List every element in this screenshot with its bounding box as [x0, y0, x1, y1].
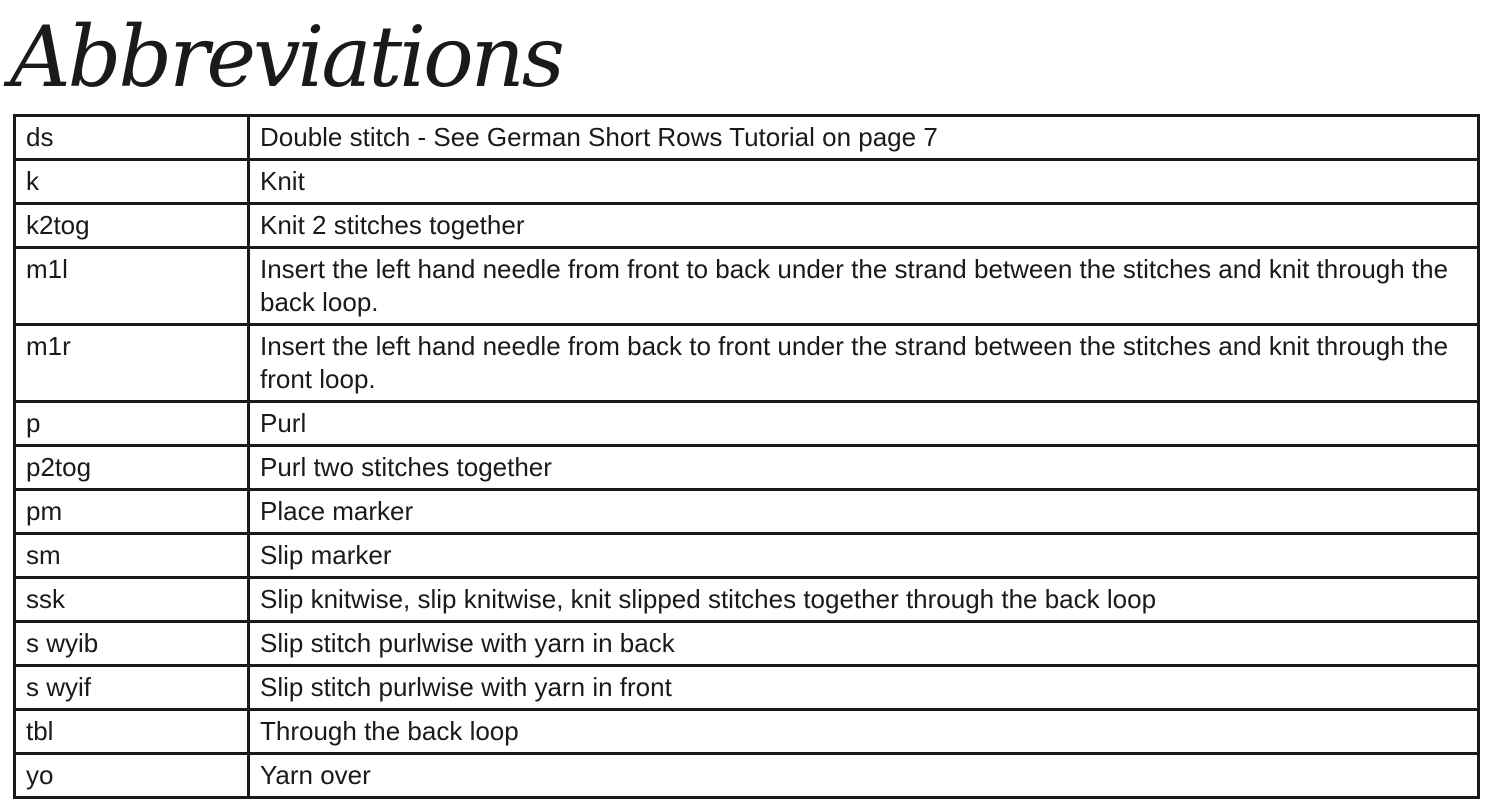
meaning-cell: Slip stitch purlwise with yarn in back: [249, 622, 1479, 666]
table-row: [15, 160, 1479, 204]
table-row: [15, 710, 1479, 754]
table-row: [15, 622, 1479, 666]
table-row: [15, 534, 1479, 578]
meaning-cell: Yarn over: [249, 754, 1479, 798]
table-row: [15, 204, 1479, 248]
table-row: [15, 490, 1479, 534]
abbreviation-cell: yo: [15, 754, 249, 798]
meaning-cell: Insert the left hand needle from front to back under the strand between the stitches and knit through the back loop.: [249, 248, 1479, 325]
meaning-cell: Slip marker: [249, 534, 1479, 578]
meaning-cell: Double stitch - See German Short Rows Tutorial on page 7: [249, 116, 1479, 160]
meaning-cell: Insert the left hand needle from back to front under the strand between the stitches and knit through the front loop.: [249, 325, 1479, 402]
table-row: [15, 402, 1479, 446]
abbreviation-cell: s wyib: [15, 622, 249, 666]
abbreviation-cell: p: [15, 402, 249, 446]
abbreviation-cell: tbl: [15, 710, 249, 754]
abbreviation-cell: s wyif: [15, 666, 249, 710]
table-row: [15, 754, 1479, 798]
abbreviation-cell: m1l: [15, 248, 249, 325]
abbreviation-cell: m1r: [15, 325, 249, 402]
table-row: [15, 248, 1479, 325]
meaning-cell: Place marker: [249, 490, 1479, 534]
meaning-cell: Slip stitch purlwise with yarn in front: [249, 666, 1479, 710]
abbreviation-cell: ds: [15, 116, 249, 160]
meaning-cell: Purl: [249, 402, 1479, 446]
table-row: [15, 325, 1479, 402]
table-row: [15, 666, 1479, 710]
meaning-cell: Knit 2 stitches together: [249, 204, 1479, 248]
table-row: [15, 578, 1479, 622]
abbreviation-cell: pm: [15, 490, 249, 534]
abbreviation-cell: k2tog: [15, 204, 249, 248]
abbreviations-table: [13, 114, 1480, 799]
abbreviation-cell: k: [15, 160, 249, 204]
meaning-cell: Slip knitwise, slip knitwise, knit slipped stitches together through the back loop: [249, 578, 1479, 622]
table-row: [15, 116, 1479, 160]
meaning-cell: Through the back loop: [249, 710, 1479, 754]
table-row: [15, 446, 1479, 490]
abbreviation-cell: ssk: [15, 578, 249, 622]
page-title: Abbreviations: [10, 8, 562, 106]
meaning-cell: Purl two stitches together: [249, 446, 1479, 490]
abbreviation-cell: p2tog: [15, 446, 249, 490]
abbreviation-cell: sm: [15, 534, 249, 578]
meaning-cell: Knit: [249, 160, 1479, 204]
